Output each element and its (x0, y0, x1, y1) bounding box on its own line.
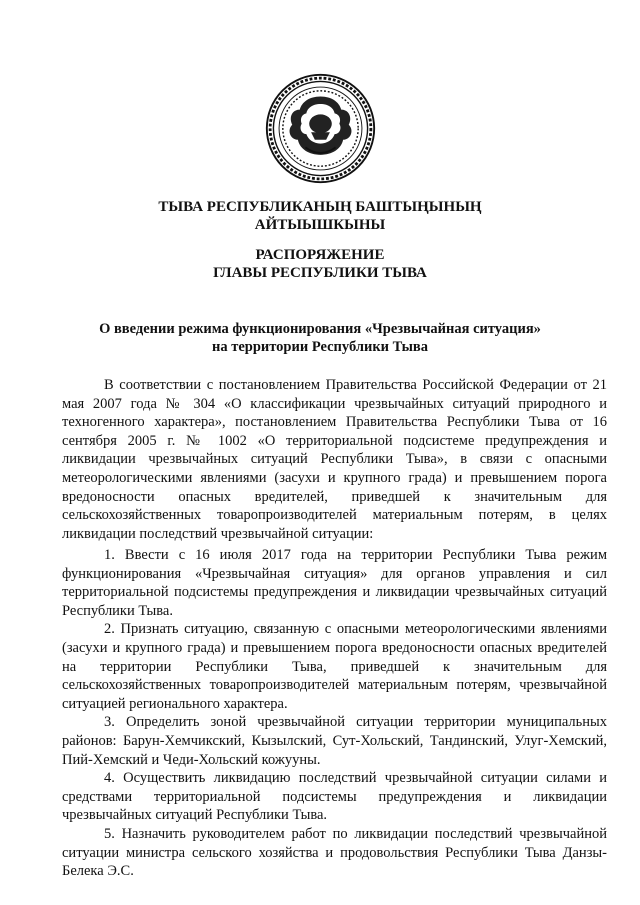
coat-of-arms-emblem-icon (264, 72, 377, 185)
preamble (62, 376, 607, 543)
order-item-5: 5. Назначить руководителем работ по ликвидации последствий чрезвычайной ситуации министра сельского хозяйства и продовольствия Республики Тыва Данзы-Белека Э.С. (62, 825, 607, 880)
preamble-paragraph: В соответствии с постановлением Правительства Российской Федерации от 21 мая 2007 года № 304 «О классификации чрезвычайных ситуаций природного и техногенного характера», постановлением Правительства Республики Тыва от 16 сентября 2005 г. № 1002 «О территориальной подсистеме предупреждения и ликвидации чрезвычайных ситуаций Республики Тыва», в связи с опасными метеорологическими явлениями (засухи и крупного града) и превышением порога вредоносности опасных вредителей, приведшей к значительным для сельскохозяйственных товаропроизводителей материальным потерям, в целях ликвидации последствий чрезвычайной ситуации: (62, 377, 607, 542)
document-type-line-1: РАСПОРЯЖЕНИЕ (255, 247, 385, 263)
document-subject (40, 320, 600, 356)
document-type-line-2: ГЛАВЫ РЕСПУБЛИКИ ТЫВА (213, 265, 427, 281)
issuer-name-line-1: ТЫВА РЕСПУБЛИКАНЫҢ БАШТЫҢЫНЫҢ (158, 199, 482, 215)
subject-line-1: О введении режима функционирования «Чрезвычайная ситуация» (99, 321, 541, 337)
subject-line-2: на территории Республики Тыва (211, 339, 429, 355)
order-item-4: 4. Осуществить ликвидацию последствий чрезвычайной ситуации силами и средствами территориальной подсистемы предупреждения и ликвидации чрезвычайных ситуаций Республики Тыва. (62, 770, 607, 824)
order-items (62, 546, 607, 881)
issuer-name-line-2: АЙТЫЫШКЫНЫ (254, 217, 386, 233)
order-item-1: 1. Ввести с 16 июля 2017 года на территории Республики Тыва режим функционирования «Чрезвычайная ситуация» для органов управления и сил территориальной подсистемы предупреждения и ликвидации чрезвычайных ситуаций Республики Тыва. (62, 547, 607, 619)
order-item-3: 3. Определить зоной чрезвычайной ситуации территории муниципальных районов: Барун-Хемчикский, Кызылский, Сут-Хольский, Тандинский, Улуг-Хемский, Пий-Хемский и Чеди-Хольский кожууны. (62, 714, 607, 768)
order-item-2: 2. Признать ситуацию, связанную с опасными метеорологическими явлениями (засухи и крупного града) и превышением порога вредоносности опасных вредителей на территории Республики Тыва, приведшей к значительным для сельскохозяйственных товаропроизводителей материальным потерям, чрезвычайной ситуацией регионального характера. (62, 621, 607, 712)
document-type (0, 246, 640, 282)
issuer-name-tuvan (0, 198, 640, 234)
